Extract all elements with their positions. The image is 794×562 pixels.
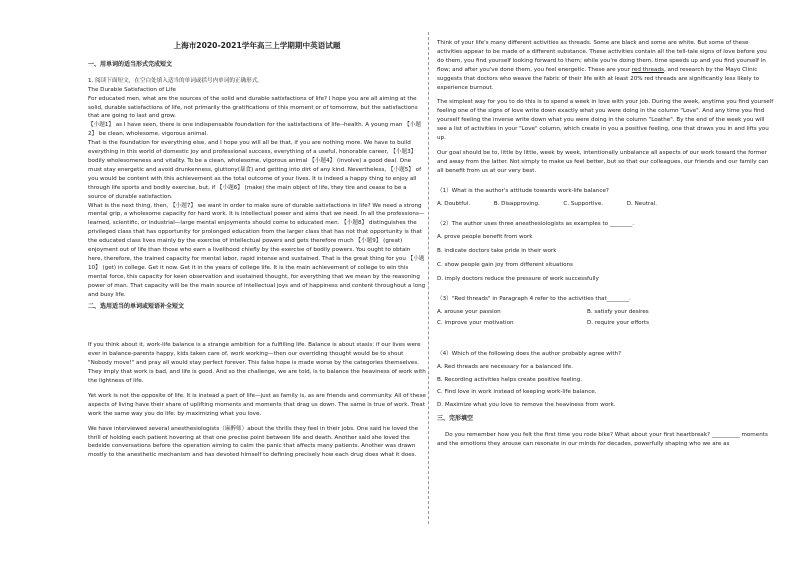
option: C. improve your motivation xyxy=(437,319,514,326)
paragraph: Our goal should be to, little by little, week by week, intentionally unbalance all aspects of our work toward the former and away from the latter. Not simply to make us feel better, but so that our colleagues, our friends and our family can all benefit from us at our very best. xyxy=(437,149,769,174)
option: C. Find love in work instead of keeping work-life balance. xyxy=(437,389,597,396)
paragraph: If you think about it, work-life balance is a strange ambition for a fulfilling life. Balance is about stasis: if our lives were ever in balance-parents happy, kids taken care of, work working—then our overriding thought would be to shout "Nobody move!" and pray all would stay perfect forever. This false hope is made worse by the categories themselves. They imply that work is bad, and life is good. And so the challenge, we are told, is to balance the heaviness of work with the lightness of life. xyxy=(88,342,426,384)
option: A. Doubtful. xyxy=(437,200,471,207)
question-stem: （1）What is the author's attitude towards work-life balance? xyxy=(437,187,609,194)
option: A. arouse your passion xyxy=(437,308,501,315)
left-column xyxy=(88,38,426,460)
option: D. Maximize what you love to remove the heaviness from work. xyxy=(437,402,616,409)
paragraph-text: Think of your life's many different activities as threads. Some are black and some are white. But some of these activities appear to be made of a different substance. These activities contain all the tell-tale signs of love before you do them, you find yourself looking forward to them; while you're doing them, time speeds up and you find yourself in flow; and after you've done them, you feel energetic. These are your xyxy=(437,40,767,73)
paragraph: The simplest way for you to do this is to spend a week in love with your job. During the week, anytime you find yourself feeling one of the signs of love write down exactly what you were doing in the column "Love". And any time you find yourself feeling the inverse write down what you were doing in the column "Loathe". By the end of the week you will see a list of activities in your "Love" column, which create in you a positive feeling, one that draws you in and lifts you up. xyxy=(437,99,774,142)
option: A. prove people benefit from work xyxy=(437,234,533,241)
option: C. show people gain joy from different situations xyxy=(437,262,573,269)
column-divider xyxy=(428,32,429,524)
instruction: 1. 阅读下面短文，在空白处填入适当的单词或括号内单词的正确形式。 xyxy=(88,77,263,84)
paragraph: That is the foundation for everything else, and I hope you will all be that, if you are nothing more. We have to build everything in this world of domestic joy and professional success, everything of a useful, honorable career, 【小题3】 bodily wholesomeness and vitality. To be a clean, wholesome, vigorous animal 【小题4】 (involve) a good deal. One must stay energetic and avoid drunkenness, gluttony(暴食) and getting into dirt of any kind. Nevertheless, 【小题5】 of you would be content with this achievement as the total outcome of your lives. It is indeed a happy thing to enjoy all through life sports and bodily exercise, but, if 【小题6】 (make) the main object of life, they tire and cease to be a source of durable satisfaction. xyxy=(88,140,422,200)
underlined-phrase: red threads xyxy=(631,66,664,73)
question-stem: （2）The author uses three anesthesiologists as examples to ________. xyxy=(437,220,635,227)
section-1-heading: 一、用单词的适当形式完成短文 xyxy=(88,60,173,68)
right-column xyxy=(437,39,775,449)
option: C. Supportive. xyxy=(563,200,604,207)
document-title: 上海市2020-2021学年高三上学期期中英语试题 xyxy=(173,41,341,50)
section-2-heading: 二、选用适当的单词或短语补全短文 xyxy=(88,303,185,311)
option: B. Recording activities helps create positive feeling. xyxy=(437,376,583,383)
option: D. imply doctors reduce the pressure of work successfully xyxy=(437,276,599,283)
options-row xyxy=(437,200,657,209)
option: B. satisfy your desires xyxy=(587,308,649,315)
option: B. indicate doctors take pride in their work xyxy=(437,248,557,255)
paragraph: Do you remember how you felt the first time you rode bike? What about your first heartbreak? __________ moments and the emotions they arouse can resonate in our minds for decades, powerfully shaping who we are as xyxy=(437,432,768,448)
paragraph-text: , and research by the Mayo Clinic suggests that doctors who weave the fabric of their life with at least 20% red threads are significantly less likely to experience burnout. xyxy=(437,66,760,91)
question-stem: （3）"Red threads" in Paragraph 4 refer to the activities that________. xyxy=(437,296,631,303)
paragraph: We have interviewed several anesthesiologists（麻醉师）about the thrills they feel in their jobs. One said he loved the thrill of holding each patient hovering at that one precise point between life and death. Another said she loved the bedside conversations before the operation aiming to calm the panic that affects many patients. Another was drawn mostly to the anesthetic mechanism and has devoted himself to defining precisely how each drug does what it does. xyxy=(88,425,419,459)
paragraph: Yet work is not the opposite of life. It is instead a part of life—just as family is, as are friends and community. All of these aspects of living have their share of uplifting moments and moments that drag us down. The same is true of work. Treat work the same way you do life: by maximizing what you love. xyxy=(88,392,426,417)
passage-title: The Durable Satisfaction of Life xyxy=(88,86,176,93)
option: B. Disapproving. xyxy=(493,200,540,207)
option: D. require your efforts xyxy=(587,319,650,326)
paragraph: 【小题1】 as I have seen, there is one indispensable foundation for the satisfactions of life--health. A young man 【小题2】 be clean, wholesome, vigorous animal. xyxy=(88,122,421,138)
paragraph xyxy=(437,39,775,92)
question-stem: （4）Which of the following does the author probably agree with? xyxy=(437,350,622,357)
option: A. Red threads are necessary for a balanced life. xyxy=(437,363,574,370)
paragraph: What is the next thing, then, 【小题7】 we want in order to make sure of durable satisfactions in life? We need a strong mental grip, a wholesome capacity for hard work. It is intellectual power and aims that we need. In all the professions—learned, scientific, or industrial—large mental enjoyments should come to educated men. 【小题8】 distinguishes the privileged class that has opportunity for prolonged education from the larger class that has not that opportunity is that the educated class lives mainly by the exercise of intellectual powers and gets therefore much 【小题9】 (great) enjoyment out of life than those who earn a livelihood chiefly by the exercise of bodily powers. You ought to obtain here, therefore, the trained capacity for mental labor, rapid intense and sustained. That is the great thing for you 【小题10】 (get) in college. Get it now. Get it in the years of college life. It is the main achievement of college to win this mental force, this capacity for keen observation and sustained thought, for everything that we mean by the reasoning power of man. That capacity will be the main source of intellectual joys and of happiness and content throughout a long and busy life. xyxy=(88,202,426,298)
option: D. Neutral. xyxy=(626,200,657,207)
options-grid xyxy=(437,308,775,328)
paragraph: For educated men, what are the sources of the solid and durable satisfactions of life? I hope you are all aiming at the solid, durable satisfactions of life, not primarily the gratifications of this moment or of tomorrow, but the satisfactions that are going to last and grow. xyxy=(88,95,418,120)
section-3-heading: 三、完形填空 xyxy=(437,415,474,423)
